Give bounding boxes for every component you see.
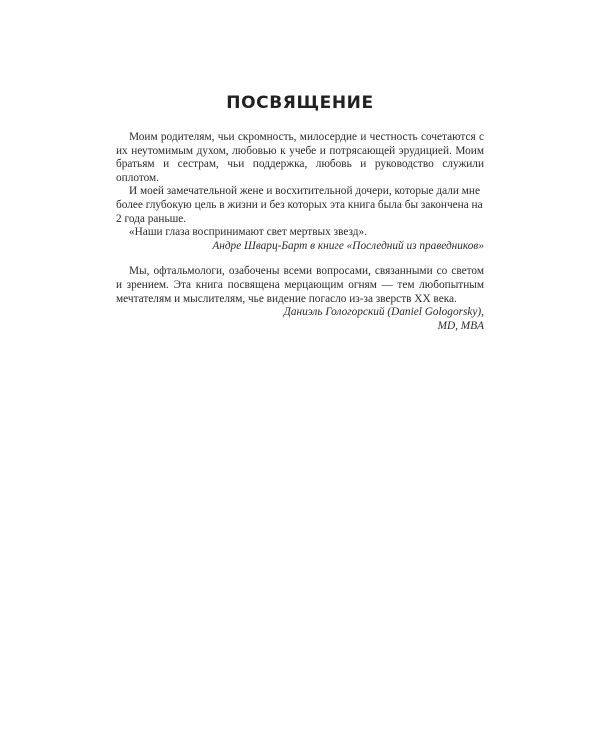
dedication-wife-paragraph: И моей замечательной жене и восхитительной дочери, которые дали мне более глубокую цель в жизни и без которых эта книга была бы закончена на 2 года раньше. [116, 185, 483, 225]
quote-paragraph: «Наши глаза воспринимают свет мертвых звезд». [129, 226, 367, 239]
page-title: ПОСВЯЩЕНИЕ [226, 93, 374, 113]
dedication-body [116, 131, 484, 333]
quote-attribution: Андре Шварц-Барт в книге «Последний из праведников» [212, 239, 484, 252]
section-spacer [116, 253, 484, 265]
signature-credentials: MD, MBA [437, 319, 484, 332]
ophthalmologists-paragraph: Мы, офтальмологи, озабочены всеми вопросами, связанными со светом и зрением. Эта книга посвящена мерцающим огням — тем любопытным мечтателям и мыслителям, чье видение погасло из-за зверств XX века. [116, 265, 484, 305]
signature-name: Даниэль Гологорский (Daniel Gologorsky), [283, 306, 484, 319]
dedication-parents-paragraph: Моим родителям, чьи скромность, милосердие и честность сочетаются с их неутомимым духом, любовью к учебе и потрясающей эрудицией. Моим братьям и сестрам, чьи поддержка, любовь и руководство служили оплотом. [116, 131, 484, 184]
